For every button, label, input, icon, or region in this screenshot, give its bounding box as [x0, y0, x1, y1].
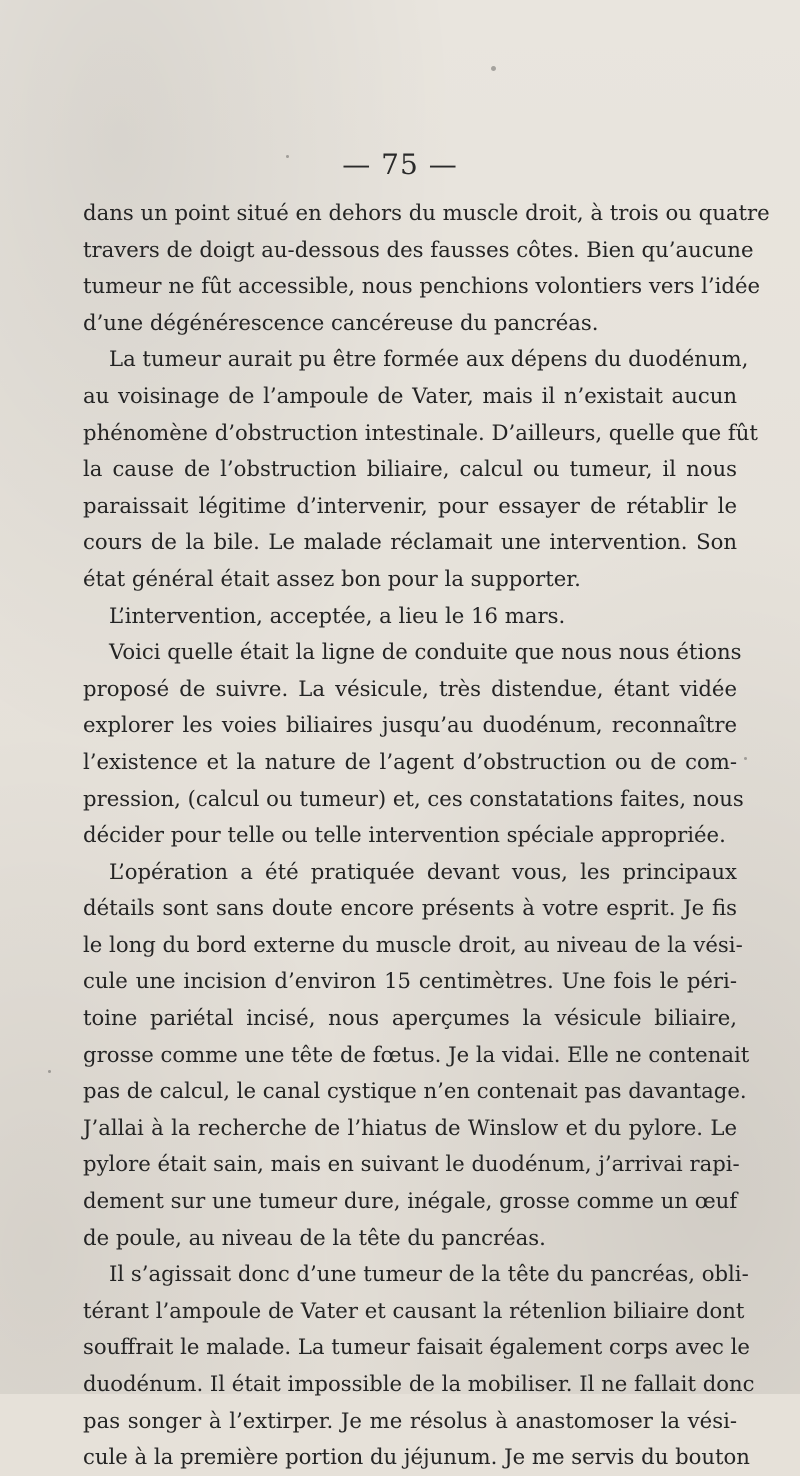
text-line: grosse comme une tête de fœtus. Je la vidai. Elle ne contenait	[83, 1041, 750, 1067]
text-line: J’allai à la recherche de l’hiatus de Winslow et du pylore. Le	[83, 1114, 737, 1140]
text-line: l’existence et la nature de l’agent d’obstruction ou de com-	[83, 748, 737, 774]
text-line: explorer les voies biliaires jusqu’au duodénum, reconnaître	[83, 712, 737, 738]
text-line: dans un point situé en dehors du muscle droit, à trois ou quatre	[83, 200, 770, 225]
paper-speck	[744, 757, 747, 760]
paper-speck	[286, 155, 289, 158]
text-line: décider pour telle ou telle intervention spéciale appropriée.	[83, 822, 726, 848]
text-line: le long du bord externe du muscle droit, au niveau de la vési-	[83, 931, 743, 957]
text-line: proposé de suivre. La vésicule, très distendue, étant vidée	[83, 675, 737, 701]
text-line: phénomène d’obstruction intestinale. D’ailleurs, quelle que fût	[83, 419, 758, 445]
text-line: au voisinage de l’ampoule de Vater, mais il n’existait aucun	[83, 382, 737, 408]
paper-speck	[491, 66, 496, 71]
text-line: pas de calcul, le canal cystique n’en contenait pas davantage.	[83, 1078, 747, 1104]
text-line: Voici quelle était la ligne de conduite que nous nous étions	[109, 639, 742, 665]
text-line: Il s’agissait donc d’une tumeur de la tête du pancréas, obli-	[109, 1261, 749, 1287]
text-line: pylore était sain, mais en suivant le duodénum, j’arrivai rapi-	[83, 1151, 740, 1177]
text-line: la cause de l’obstruction biliaire, calcul ou tumeur, il nous	[83, 456, 737, 482]
text-line: paraissait légitime d’intervenir, pour essayer de rétablir le	[83, 492, 737, 518]
text-line: état général était assez bon pour la supporter.	[83, 565, 581, 591]
text-line: pression, (calcul ou tumeur) et, ces constatations faites, nous	[83, 785, 744, 811]
text-line: tumeur ne fût accessible, nous penchions volontiers vers l’idée	[83, 273, 761, 299]
text-line: duodénum. Il était impossible de la mobiliser. Il ne fallait donc	[83, 1371, 755, 1396]
text-line: cours de la bile. Le malade réclamait une intervention. Son	[83, 529, 737, 555]
text-line: détails sont sans doute encore présents à votre esprit. Je fis	[83, 895, 737, 921]
text-line: cule à la première portion du jéjunum. Je me servis du bouton	[83, 1444, 750, 1470]
text-line: L’opération a été pratiquée devant vous, les principaux	[109, 858, 737, 884]
page-number: — 75 —	[342, 148, 458, 181]
text-line: souffrait le malade. La tumeur faisait également corps avec le	[83, 1334, 750, 1360]
text-line: d’une dégénérescence cancéreuse du pancréas.	[83, 309, 599, 335]
text-line: de poule, au niveau de la tête du pancréas.	[83, 1224, 546, 1250]
text-line: dement sur une tumeur dure, inégale, grosse comme un œuf	[83, 1188, 738, 1214]
text-line: pas songer à l’extirper. Je me résolus à anastomoser la vési-	[83, 1407, 737, 1433]
text-line: travers de doigt au-dessous des fausses côtes. Bien qu’aucune	[83, 236, 754, 262]
body-text	[83, 195, 770, 1476]
text-line: térant l’ampoule de Vater et causant la rétenlion biliaire dont	[83, 1297, 745, 1323]
text-line: cule une incision d’environ 15 centimètres. Une fois le péri-	[83, 968, 737, 994]
paper-speck	[48, 1070, 51, 1073]
paper-speck	[466, 1342, 469, 1345]
text-line: L’intervention, acceptée, a lieu le 16 mars.	[109, 602, 566, 628]
text-line: La tumeur aurait pu être formée aux dépens du duodénum,	[109, 346, 749, 372]
text-line: toine pariétal incisé, nous aperçumes la vésicule biliaire,	[83, 1005, 737, 1031]
